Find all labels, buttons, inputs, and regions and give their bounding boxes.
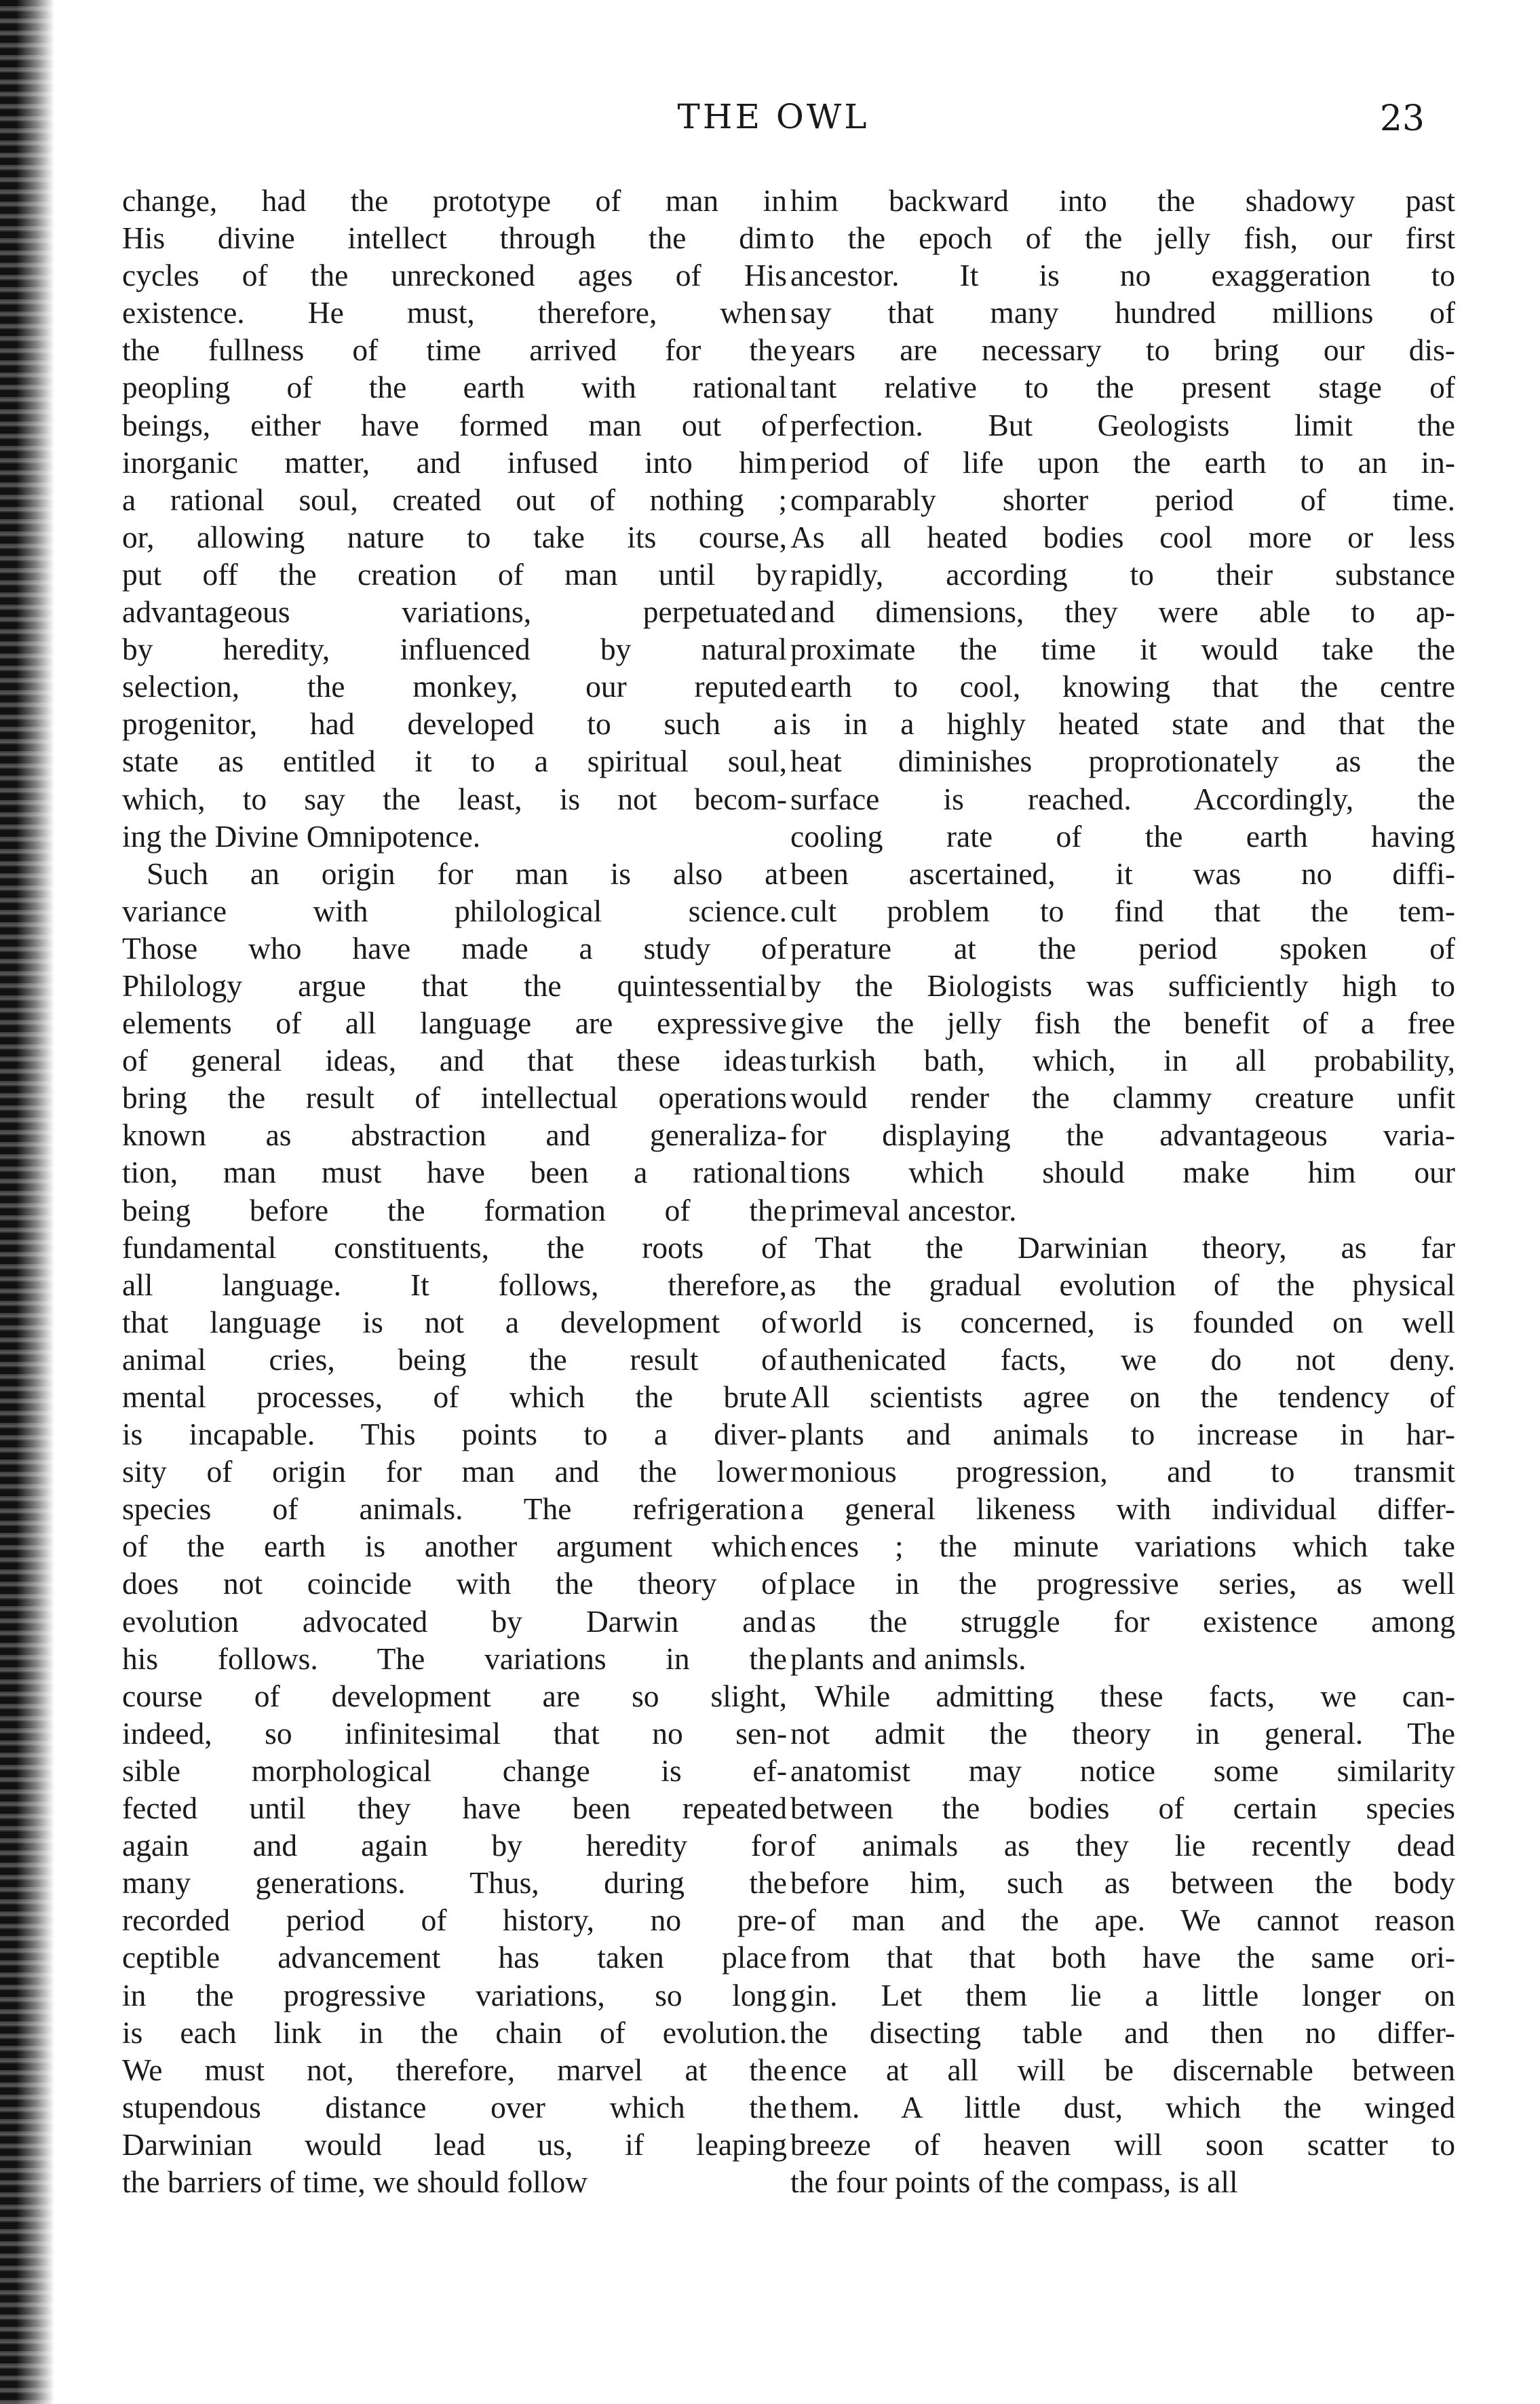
text-line: give the jelly fish the benefit of a free bbox=[790, 1006, 1455, 1041]
text-line: selection, the monkey, our reputed bbox=[122, 669, 787, 704]
text-line: or, allowing nature to take its course, bbox=[122, 519, 787, 554]
right-text-column bbox=[790, 182, 1455, 2200]
text-line: As all heated bodies cool more or less bbox=[790, 519, 1455, 554]
text-line: evolution advocated by Darwin and bbox=[122, 1603, 787, 1639]
text-line: would render the clammy creature unfit bbox=[790, 1080, 1455, 1115]
text-line: rapidly, according to their substance bbox=[790, 556, 1455, 592]
text-line: That the Darwinian theory, as far bbox=[815, 1229, 1455, 1265]
text-line: Philology argue that the quintessential bbox=[122, 968, 787, 1003]
text-line: Those who have made a study of bbox=[122, 930, 787, 966]
text-line: of man and the ape. We cannot reason bbox=[790, 1903, 1455, 1938]
text-line: put off the creation of man until by bbox=[122, 556, 787, 592]
text-line: period of life upon the earth to an in- bbox=[790, 444, 1455, 480]
text-line: is each link in the chain of evolution. bbox=[122, 2015, 787, 2050]
left-text-column bbox=[122, 182, 787, 2200]
text-line: all language. It follows, therefore, bbox=[122, 1267, 787, 1302]
text-line: sity of origin for man and the lower bbox=[122, 1454, 787, 1489]
text-line: from that that both have the same ori- bbox=[790, 1940, 1455, 1975]
text-line: progenitor, had developed to such a bbox=[122, 706, 787, 742]
text-line: him backward into the shadowy past bbox=[790, 183, 1455, 218]
text-line: course of development are so slight, bbox=[122, 1678, 787, 1713]
text-line: ences ; the minute variations which take bbox=[790, 1529, 1455, 1564]
text-line: Darwinian would lead us, if leaping bbox=[122, 2126, 787, 2162]
text-line: cult problem to find that the tem- bbox=[790, 893, 1455, 928]
text-line: species of animals. The refrigeration bbox=[122, 1491, 787, 1527]
text-line: not admit the theory in general. The bbox=[790, 1715, 1455, 1751]
text-line: perfection. But Geologists limit the bbox=[790, 407, 1455, 442]
text-line: existence. He must, therefore, when bbox=[122, 295, 787, 330]
text-line: is incapable. This points to a diver- bbox=[122, 1417, 787, 1452]
text-line: cycles of the unreckoned ages of His bbox=[122, 258, 787, 293]
text-line: tion, man must have been a rational bbox=[122, 1155, 787, 1190]
text-line: before him, such as between the body bbox=[790, 1865, 1455, 1901]
text-line: of animals as they lie recently dead bbox=[790, 1828, 1455, 1863]
text-line: his follows. The variations in the bbox=[122, 1641, 787, 1676]
text-line: ceptible advancement has taken place bbox=[122, 1940, 787, 1975]
text-line: His divine intellect through the dim bbox=[122, 221, 787, 256]
text-line: of the earth is another argument which bbox=[122, 1529, 787, 1564]
text-line: advantageous variations, perpetuated bbox=[122, 594, 787, 630]
text-line: bring the result of intellectual operations bbox=[122, 1080, 787, 1115]
text-line: comparably shorter period of time. bbox=[790, 482, 1455, 517]
text-line: plants and animals to increase in har- bbox=[790, 1417, 1455, 1452]
text-line: the disecting table and then no differ- bbox=[790, 2015, 1455, 2050]
text-line: authenicated facts, we do not deny. bbox=[790, 1341, 1455, 1377]
text-line: and dimensions, they were able to ap- bbox=[790, 594, 1455, 630]
text-line: a rational soul, created out of nothing ; bbox=[122, 482, 787, 517]
text-line: by the Biologists was sufficiently high to bbox=[790, 968, 1455, 1003]
text-line: many generations. Thus, during the bbox=[122, 1865, 787, 1901]
text-line: say that many hundred millions of bbox=[790, 295, 1455, 330]
text-line: for displaying the advantageous varia- bbox=[790, 1118, 1455, 1153]
text-line: a general likeness with individual differ- bbox=[790, 1491, 1455, 1527]
text-line: breeze of heaven will soon scatter to bbox=[790, 2126, 1455, 2162]
text-line: does not coincide with the theory of bbox=[122, 1566, 787, 1601]
text-line: gin. Let them lie a little longer on bbox=[790, 1977, 1455, 2012]
text-line: primeval ancestor. bbox=[790, 1192, 1017, 1227]
text-line: again and again by heredity for bbox=[122, 1828, 787, 1863]
text-line: the barriers of time, we should follow bbox=[122, 2164, 588, 2199]
text-line: known as abstraction and generaliza- bbox=[122, 1118, 787, 1153]
text-line: recorded period of history, no pre- bbox=[122, 1903, 787, 1938]
text-line: world is concerned, is founded on well bbox=[790, 1304, 1455, 1339]
text-line: mental processes, of which the brute bbox=[122, 1379, 787, 1414]
text-line: of general ideas, and that these ideas bbox=[122, 1043, 787, 1078]
text-line: monious progression, and to transmit bbox=[790, 1454, 1455, 1489]
text-line: them. A little dust, which the winged bbox=[790, 2089, 1455, 2124]
text-line: anatomist may notice some similarity bbox=[790, 1753, 1455, 1788]
text-line: ing the Divine Omnipotence. bbox=[122, 818, 481, 854]
text-line: which, to say the least, is not becom- bbox=[122, 781, 787, 816]
text-line: is in a highly heated state and that the bbox=[790, 706, 1455, 742]
text-line: being before the formation of the bbox=[122, 1192, 787, 1227]
text-line: indeed, so infinitesimal that no sen- bbox=[122, 1715, 787, 1751]
text-line: place in the progressive series, as well bbox=[790, 1566, 1455, 1601]
text-line: state as entitled it to a spiritual soul, bbox=[122, 744, 787, 779]
paragraph bbox=[790, 1229, 1455, 1677]
text-line: fected until they have been repeated bbox=[122, 1791, 787, 1826]
text-line: earth to cool, knowing that the centre bbox=[790, 669, 1455, 704]
text-line: between the bodies of certain species bbox=[790, 1791, 1455, 1826]
text-line: ancestor. It is no exaggeration to bbox=[790, 258, 1455, 293]
running-title: THE OWL bbox=[677, 97, 870, 136]
text-line: perature at the period spoken of bbox=[790, 930, 1455, 966]
text-line: as the struggle for existence among bbox=[790, 1603, 1455, 1639]
text-line: We must not, therefore, marvel at the bbox=[122, 2052, 787, 2087]
running-head bbox=[0, 92, 1540, 146]
text-line: All scientists agree on the tendency of bbox=[790, 1379, 1455, 1414]
paragraph bbox=[122, 182, 787, 855]
paragraph bbox=[790, 1677, 1455, 2200]
text-line: elements of all language are expressive bbox=[122, 1006, 787, 1041]
text-line: the fullness of time arrived for the bbox=[122, 332, 787, 368]
text-line: Such an origin for man is also at bbox=[147, 856, 787, 891]
text-line: stupendous distance over which the bbox=[122, 2089, 787, 2124]
text-line: years are necessary to bring our dis- bbox=[790, 332, 1455, 368]
text-line: cooling rate of the earth having bbox=[790, 818, 1455, 854]
page-binding-edge bbox=[0, 0, 54, 2404]
text-line: sible morphological change is ef- bbox=[122, 1753, 787, 1788]
paragraph bbox=[790, 182, 1455, 1229]
text-line: fundamental constituents, the roots of bbox=[122, 1229, 787, 1265]
text-line: ence at all will be discernable between bbox=[790, 2052, 1455, 2087]
page-number: 23 bbox=[1379, 98, 1425, 139]
text-line: animal cries, being the result of bbox=[122, 1341, 787, 1377]
text-line: plants and animsls. bbox=[790, 1641, 1026, 1676]
text-line: change, had the prototype of man in bbox=[122, 183, 787, 218]
text-line: to the epoch of the jelly fish, our first bbox=[790, 221, 1455, 256]
text-line: been ascertained, it was no diffi- bbox=[790, 856, 1455, 891]
text-line: that language is not a development of bbox=[122, 1304, 787, 1339]
text-line: surface is reached. Accordingly, the bbox=[790, 781, 1455, 816]
text-line: tant relative to the present stage of bbox=[790, 370, 1455, 405]
text-line: in the progressive variations, so long bbox=[122, 1977, 787, 2012]
text-line: peopling of the earth with rational bbox=[122, 370, 787, 405]
paragraph bbox=[122, 855, 787, 2200]
text-line: heat diminishes proprotionately as the bbox=[790, 744, 1455, 779]
text-line: variance with philological science. bbox=[122, 893, 787, 928]
text-line: While admitting these facts, we can- bbox=[815, 1678, 1455, 1713]
text-line: proximate the time it would take the bbox=[790, 632, 1455, 667]
text-line: by heredity, influenced by natural bbox=[122, 632, 787, 667]
text-line: as the gradual evolution of the physical bbox=[790, 1267, 1455, 1302]
text-line: beings, either have formed man out of bbox=[122, 407, 787, 442]
text-line: tions which should make him our bbox=[790, 1155, 1455, 1190]
text-line: the four points of the compass, is all bbox=[790, 2164, 1238, 2199]
text-line: inorganic matter, and infused into him bbox=[122, 444, 787, 480]
text-line: turkish bath, which, in all probability, bbox=[790, 1043, 1455, 1078]
